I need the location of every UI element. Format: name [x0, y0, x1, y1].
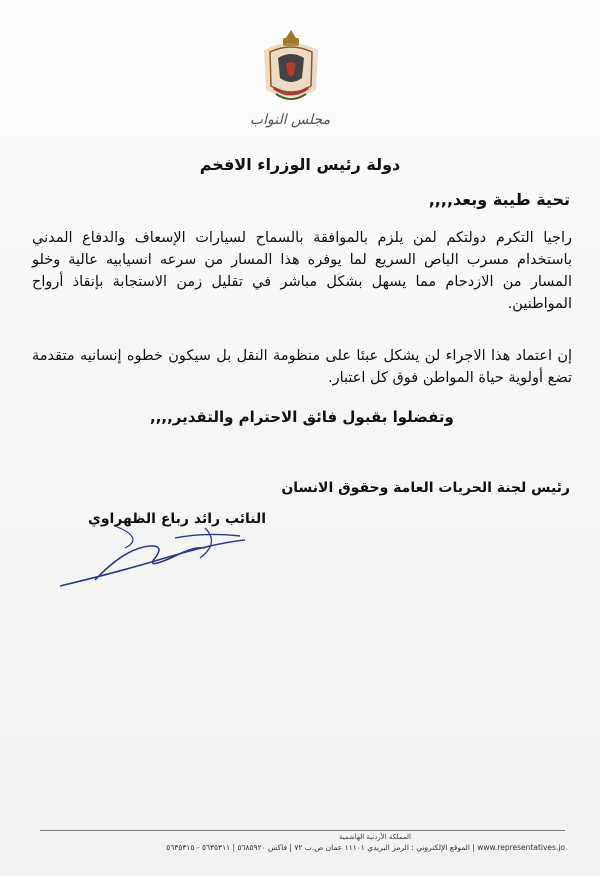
footer-logo-caption: المملكة الأردنية الهاشمية	[338, 833, 412, 841]
handwritten-signature	[55, 518, 255, 593]
addressee: دولة رئيس الوزراء الافخم	[199, 155, 401, 174]
letterhead-caption: مجلس النواب	[249, 112, 331, 128]
body-paragraph-1: راجيا التكرم دولتكم لمن يلزم بالموافقة بالسماح لسيارات الإسعاف والدفاع المدني باستخدام مسرب الباص السريع لما يوفره هذا المسار من سرعه انسيابيه عالية وخلو المسار من الازدحام مما يسهل بشكل مباشر في تقليل زمن الاستجابة بإنقاذ أرواح المواطنين.	[32, 230, 572, 312]
footer-contact: www.representatives.jo | الموقع الإلكتروني : الرمز البريدي ١١١٠١ عمان ص.ب ٧٢ | فاكس ٥٦٨٥٩٢٠ | ٥٦٣٥٣١١ - ٥٦٣٥٣١٥	[166, 843, 565, 852]
greeting: تحية طيبة وبعد,,,,	[428, 190, 570, 209]
closing: وتفضلوا بقبول فائق الاحترام والتقدير,,,,	[150, 408, 454, 426]
body-paragraph-2: إن اعتماد هذا الاجراء لن يشكل عبئا على منظومة النقل بل سيكون خطوه إنسانيه متقدمة تضع أولوية حياة المواطن فوق كل اعتبار.	[32, 348, 572, 386]
signatory-name: النائب رائد رباع الظهراوي	[88, 511, 267, 527]
signatory-title: رئيس لجنة الحريات العامة وحقوق الانسان	[281, 480, 570, 496]
jordan-coat-of-arms-icon	[256, 28, 326, 106]
footer-divider	[40, 830, 565, 831]
